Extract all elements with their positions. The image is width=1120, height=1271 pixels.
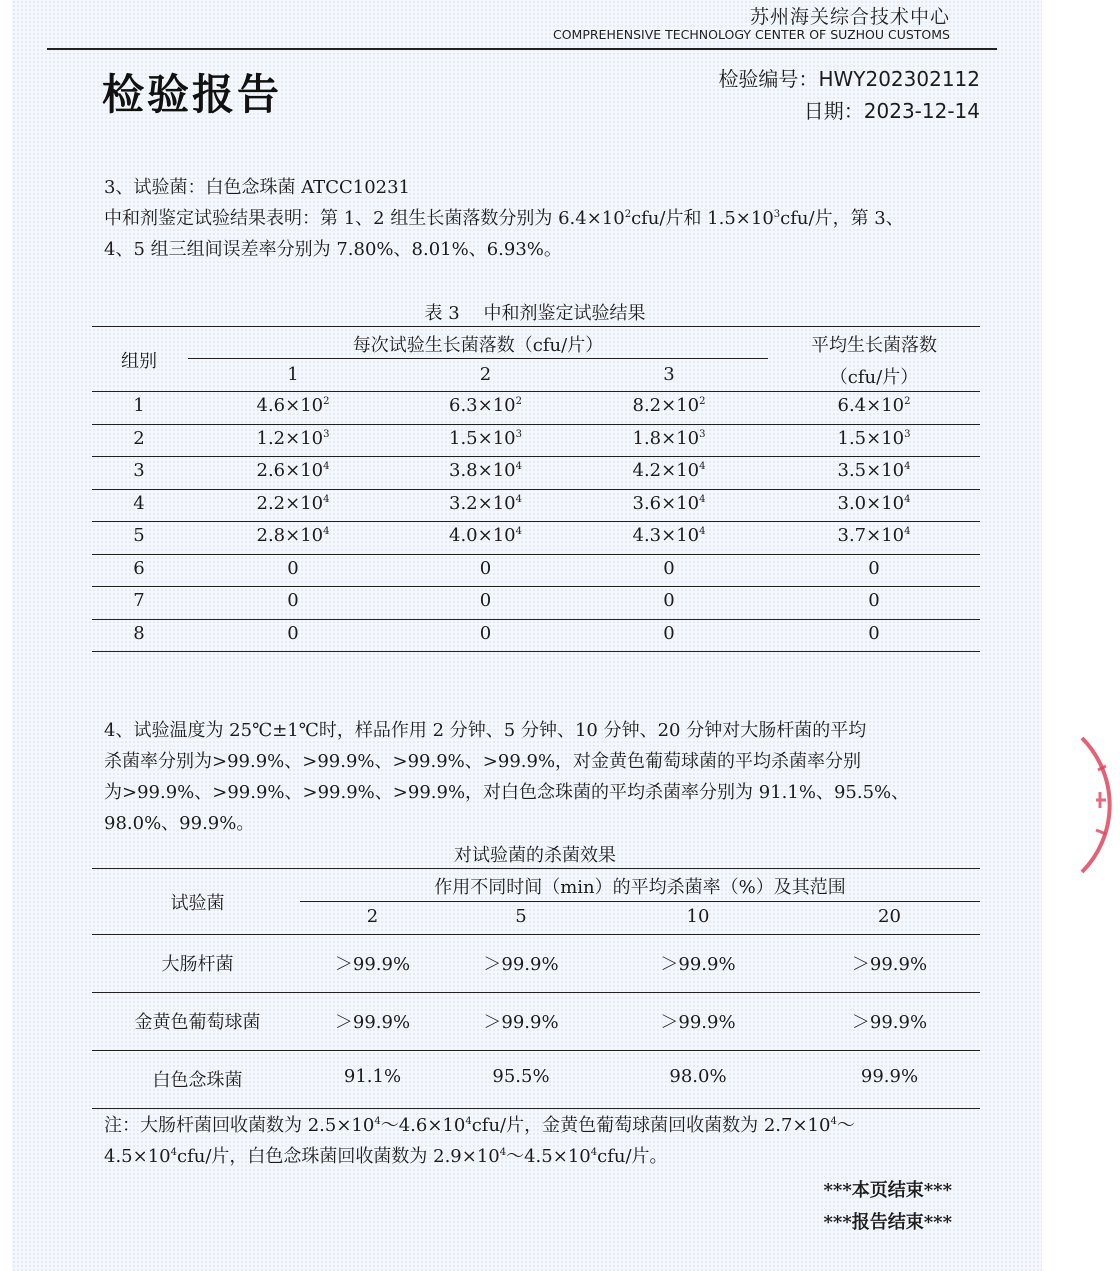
table3-value-cell — [583, 460, 755, 481]
table-rule — [92, 992, 980, 993]
cell-exponent: 3 — [323, 428, 330, 440]
report-number-value: HWY202302112 — [818, 67, 980, 91]
cell-exponent: 4 — [904, 461, 911, 472]
cell-mantissa: 3.2×10 — [449, 492, 516, 514]
table3-value-cell — [768, 395, 980, 416]
table3-value-cell — [388, 428, 583, 449]
table4-time-header: 2 — [366, 906, 379, 927]
table-rule — [92, 586, 980, 587]
table-rule — [92, 619, 980, 620]
cell-mantissa: 6.4×10 — [837, 395, 905, 416]
table4-value-cell: ＞99.9% — [851, 954, 928, 975]
seal-stamp-icon — [1060, 700, 1120, 920]
table3-value-cell — [198, 525, 388, 546]
table4-value-cell: ＞99.9% — [660, 1012, 736, 1033]
section3-line — [104, 203, 964, 234]
table3-caption: 表 3 中和剂鉴定试验结果 — [424, 303, 646, 324]
cell-exponent: 2 — [515, 396, 522, 407]
cell-mantissa: 0 — [663, 622, 675, 644]
table-rule — [92, 326, 980, 327]
cell-mantissa: 0 — [479, 622, 492, 644]
cell-exponent: 4 — [699, 526, 706, 537]
cell-mantissa: 3.7×10 — [837, 525, 905, 546]
table3-group-header: 组别 — [121, 351, 157, 372]
table3-value-cell — [768, 525, 980, 546]
cell-exponent: 4 — [699, 461, 706, 472]
cell-mantissa: 0 — [479, 590, 492, 611]
cell-exponent: 4 — [323, 461, 330, 472]
table3-counts-header: 每次试验生长菌落数（cfu/片） — [352, 335, 604, 356]
text-run: cfu/片。 — [597, 1146, 668, 1167]
table3-group-cell: 1 — [133, 395, 145, 416]
table3-value-cell — [768, 428, 980, 449]
note-line — [104, 1110, 964, 1141]
org-name-cn: 苏州海关综合技术中心 — [749, 6, 950, 28]
cell-mantissa: 2.2×10 — [256, 492, 324, 514]
table4-value-cell: 95.5% — [492, 1066, 550, 1087]
report-date-label: 日期： — [803, 99, 864, 123]
text-run: cfu/片，白色念珠菌回收菌数为 2.9×10 — [177, 1146, 500, 1167]
cell-exponent: 4 — [515, 461, 522, 472]
table3-value-cell — [768, 558, 980, 579]
table4-value-cell: 98.0% — [669, 1066, 727, 1087]
table3-value-cell — [583, 558, 755, 579]
report-date — [0, 95, 980, 124]
cell-exponent: 2 — [699, 396, 706, 407]
table4-strain-cell: 大肠杆菌 — [161, 954, 234, 975]
exponent: 4 — [465, 1116, 472, 1127]
text-run: cfu/片，金黄色葡萄球菌回收菌数为 2.7×10 — [471, 1115, 831, 1136]
exponent: 3 — [773, 209, 781, 220]
table3-group-cell: 2 — [133, 427, 145, 449]
exponent: 4 — [830, 1116, 837, 1127]
seal-stamp-graphic — [1060, 700, 1120, 920]
table3-trial-header: 2 — [479, 364, 492, 385]
table3-group-cell: 5 — [133, 525, 145, 546]
table3-value-cell — [768, 460, 980, 481]
cell-mantissa: 0 — [287, 590, 299, 611]
table-rule — [92, 1050, 980, 1051]
text-run: cfu/片，第 3、 — [780, 208, 904, 229]
cell-mantissa: 0 — [287, 557, 299, 579]
table-rule — [92, 391, 980, 392]
table3-value-cell — [198, 428, 388, 449]
table3-group-cell: 8 — [133, 622, 145, 644]
cell-mantissa: 0 — [868, 557, 880, 579]
table3-avg-header: 平均生长菌落数 — [811, 335, 937, 356]
section3-paragraph — [104, 172, 964, 265]
table3-group-cell: 6 — [133, 557, 145, 579]
cell-mantissa: 2.8×10 — [256, 525, 324, 546]
cell-mantissa: 0 — [868, 590, 880, 611]
note-paragraph — [104, 1110, 964, 1172]
table-rule — [92, 456, 980, 457]
note-line — [104, 1141, 964, 1172]
table-rule — [92, 651, 980, 652]
table4-strain-cell: 白色念珠菌 — [152, 1070, 243, 1091]
section4-line: 98.0%、99.9%。 — [104, 813, 255, 834]
cell-mantissa: 0 — [287, 622, 299, 644]
table4-time-header: 5 — [515, 906, 527, 927]
cell-exponent: 4 — [515, 493, 522, 505]
exponent: 4 — [499, 1147, 507, 1158]
section3-line: 3、试验菌：白色念珠菌 ATCC10231 — [104, 177, 410, 198]
table3-value-cell — [768, 590, 980, 611]
cell-mantissa: 3.5×10 — [837, 460, 905, 481]
table3-group-cell: 4 — [133, 492, 145, 514]
cell-exponent: 4 — [699, 493, 706, 505]
table3-value-cell — [198, 590, 388, 611]
table3-group-cell: 3 — [133, 460, 145, 481]
table-rule — [92, 554, 980, 555]
table4-value-cell: ＞99.9% — [483, 1012, 559, 1033]
text-run: ～4.5×10 — [506, 1146, 591, 1167]
cell-mantissa: 6.3×10 — [449, 395, 516, 416]
cell-mantissa: 1.5×10 — [837, 427, 905, 449]
table3-value-cell — [388, 395, 583, 416]
table-rule — [92, 521, 980, 522]
section4-line: 为>99.9%、>99.9%、>99.9%、>99.9%，对白色念珠菌的平均杀菌率分别为 91.1%、95.5%、 — [104, 782, 910, 803]
table-rule — [92, 868, 980, 869]
cell-mantissa: 2.6×10 — [256, 460, 324, 481]
page-end-marker: ***本页结束*** — [823, 1180, 952, 1201]
cell-mantissa: 4.2×10 — [632, 460, 700, 481]
text-run: 4.5×10 — [104, 1146, 171, 1167]
exponent: 4 — [170, 1147, 177, 1158]
text-run: 中和剂鉴定试验结果表明：第 1、2 组生长菌落数分别为 6.4×10 — [104, 208, 625, 229]
section4-line: 4、试验温度为 25℃±1℃时，样品作用 2 分钟、5 分钟、10 分钟、20 分钟对大肠杆菌的平均 — [104, 720, 867, 741]
cell-mantissa: 0 — [663, 557, 675, 579]
table-rule — [92, 424, 980, 425]
table3-group-cell: 7 — [133, 590, 145, 611]
table3-value-cell — [388, 460, 583, 481]
table3-trial-header: 3 — [663, 364, 675, 385]
cell-mantissa: 0 — [868, 622, 880, 644]
cell-exponent: 4 — [323, 526, 330, 537]
table4-value-cell: 91.1% — [343, 1066, 402, 1087]
table3-value-cell — [198, 493, 388, 514]
table3-value-cell — [198, 623, 388, 644]
cell-mantissa: 1.2×10 — [256, 427, 324, 449]
exponent: 4 — [374, 1116, 381, 1127]
table3-value-cell — [198, 558, 388, 579]
cell-mantissa: 4.0×10 — [449, 525, 516, 546]
table3-value-cell — [583, 493, 755, 514]
table-rule — [92, 489, 980, 490]
table3-value-cell — [768, 623, 980, 644]
table3-value-cell — [583, 428, 755, 449]
cell-exponent: 3 — [515, 428, 522, 440]
section4-line: 杀菌率分别为>99.9%、>99.9%、>99.9%、>99.9%，对金黄色葡萄球菌的平均杀菌率分别 — [104, 751, 862, 772]
table4-time-header: 10 — [686, 906, 710, 927]
table-rule — [300, 901, 980, 902]
text-run: ～4.6×10 — [380, 1115, 466, 1136]
cell-mantissa: 3.8×10 — [449, 460, 516, 481]
report-end-marker: ***报告结束*** — [823, 1212, 952, 1233]
cell-exponent: 3 — [904, 428, 911, 440]
table4-value-cell: ＞99.9% — [483, 954, 559, 975]
table4-value-cell: ＞99.9% — [660, 954, 736, 975]
table4-caption: 对试验菌的杀菌效果 — [454, 845, 616, 866]
table-rule — [92, 934, 980, 935]
text-run: cfu/片和 1.5×10 — [631, 208, 774, 229]
cell-exponent: 4 — [904, 526, 911, 537]
cell-mantissa: 1.8×10 — [632, 427, 700, 449]
cell-mantissa: 3.6×10 — [632, 492, 700, 514]
table3-value-cell — [583, 590, 755, 611]
table4-rate-header: 作用不同时间（min）的平均杀菌率（%）及其范围 — [434, 877, 846, 898]
table3-value-cell — [583, 623, 755, 644]
report-date-value: 2023-12-14 — [863, 99, 980, 123]
exponent: 2 — [624, 209, 632, 220]
table4-value-cell: ＞99.9% — [851, 1012, 928, 1033]
section4-paragraph — [104, 715, 964, 839]
table3-value-cell — [388, 525, 583, 546]
table4-strain-header: 试验菌 — [170, 893, 225, 914]
table-rule — [188, 358, 768, 359]
cell-exponent: 4 — [515, 526, 522, 537]
table4-strain-cell: 金黄色葡萄球菌 — [134, 1012, 261, 1033]
cell-exponent: 3 — [699, 428, 706, 440]
table3-value-cell — [388, 558, 583, 579]
table4-time-header: 20 — [878, 906, 901, 927]
cell-mantissa: 0 — [479, 557, 492, 579]
table3-value-cell — [388, 493, 583, 514]
report-number-label: 检验编号： — [718, 67, 819, 91]
table4-value-cell: 99.9% — [860, 1066, 919, 1087]
cell-mantissa: 1.5×10 — [449, 427, 516, 449]
cell-mantissa: 3.0×10 — [837, 492, 905, 514]
exponent: 4 — [590, 1147, 598, 1158]
table3-value-cell — [198, 460, 388, 481]
header-rule — [47, 48, 997, 50]
org-name-en: COMPREHENSIVE TECHNOLOGY CENTER OF SUZHOU CUSTOMS — [552, 27, 950, 42]
table4-value-cell: ＞99.9% — [334, 1012, 411, 1033]
table3-value-cell — [388, 623, 583, 644]
text-run: 注：大肠杆菌回收菌数为 2.5×10 — [104, 1115, 375, 1136]
text-run: ～ — [836, 1115, 855, 1136]
cell-exponent: 4 — [904, 493, 911, 505]
cell-mantissa: 4.3×10 — [632, 525, 700, 546]
cell-mantissa: 8.2×10 — [632, 395, 700, 416]
section3-line: 4、5 组三组间误差率分别为 7.80%、8.01%、6.93%。 — [104, 239, 562, 260]
cell-mantissa: 4.6×10 — [256, 395, 324, 416]
table3-avg-unit: （cfu/片） — [829, 367, 919, 388]
table3-value-cell — [583, 525, 755, 546]
cell-exponent: 2 — [323, 396, 330, 407]
cell-exponent: 4 — [323, 493, 330, 505]
report-number — [0, 63, 980, 92]
table3-value-cell — [388, 590, 583, 611]
table3-value-cell — [768, 493, 980, 514]
cell-mantissa: 0 — [663, 590, 675, 611]
cell-exponent: 2 — [904, 396, 911, 407]
report-title: 检验报告 — [102, 70, 283, 119]
table3-value-cell — [583, 395, 755, 416]
table4-value-cell: ＞99.9% — [334, 954, 411, 975]
table3-value-cell — [198, 395, 388, 416]
table3-trial-header: 1 — [287, 364, 299, 385]
